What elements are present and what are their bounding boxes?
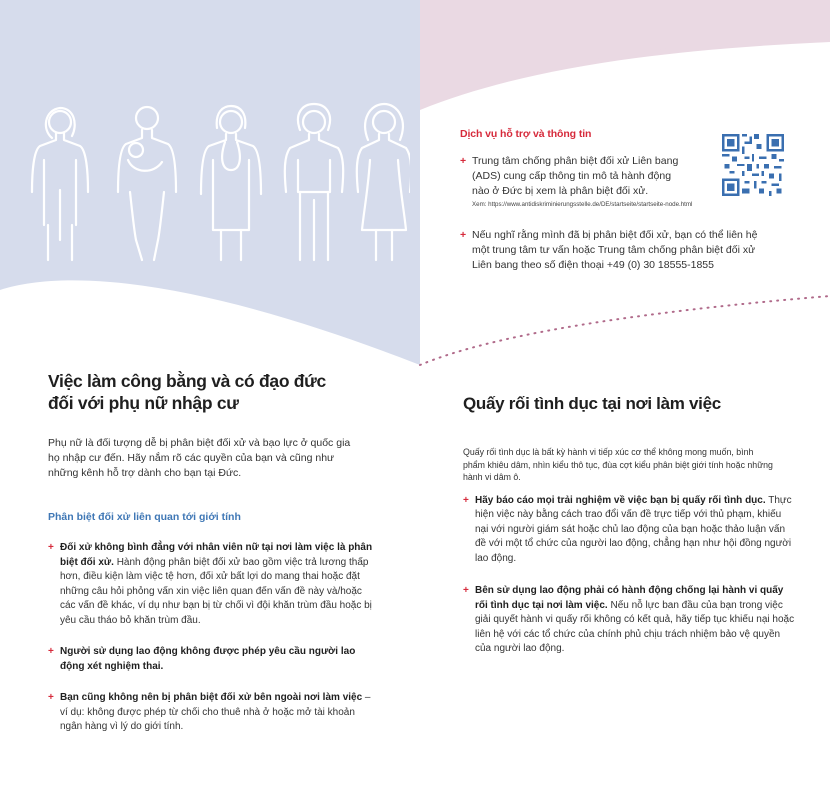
fair-work-intro: Phụ nữ là đối tượng dễ bị phân biệt đối xử và bạo lực ở quốc gia họ nhập cư đến. Hãy nắm rõ các quyền của bạn và cũng như những kênh hỗ trợ dành cho bạn tại Đức. (48, 437, 351, 479)
woman-figure-2 (118, 107, 176, 260)
bullet-outside-work-bold: Bạn cũng không nên bị phân biệt đối xử bên ngoài nơi làm việc (60, 692, 363, 703)
bullet-pregnancy-test-bold: Người sử dụng lao động không được phép yêu cầu người lao động xét nghiệm thai. (60, 646, 356, 672)
bullet-unequal-treatment (48, 541, 378, 628)
bullet-report-harassment-text: Thực hiện việc này bằng cách trao đổi vấn đề trực tiếp với thủ phạm, khiếu nại với người giám sát hoặc chủ lao động của bạn hoặc thảo luận vấn đề với một tổ chức của người lao động, chẳng hạn như hội đồng người lao động. (475, 494, 792, 564)
woman-figure-4 (285, 104, 343, 260)
harassment-intro: Quấy rối tình dục là bất kỳ hành vi tiếp xúc cơ thể không mong muốn, bình phẩm khiêu dâm, nhìn kiểu thô tục, đùa cợt kiểu phân biệt giới tính hoặc những hành vi dâm ô. (463, 447, 773, 482)
bullet-pregnancy-test (48, 645, 378, 674)
bullet-outside-work (48, 691, 378, 735)
women-illustration (30, 100, 410, 270)
fair-work-section (48, 370, 388, 752)
ads-source-link[interactable]: Xem: https://www.antidiskriminierungsstelle.de/DE/startseite/startseite-node.html (472, 201, 693, 208)
woman-figure-5 (357, 104, 410, 260)
plus-bullet-icon: + (460, 155, 467, 167)
plus-bullet-icon: + (463, 494, 469, 506)
bullet-employer-action-text: Nếu nỗ lực ban đầu của bạn trong việc giải quyết hành vi quấy rối không có kết quả, hãy tiếp tục khiếu nại hoặc liên hệ với các tổ chức của chính phủ chịu trách nhiệm bảo vệ quyền của người lao động. (475, 599, 795, 654)
bullet-unequal-treatment-text: Hành động phân biệt đối xử bao gồm việc trả lương thấp hơn, điều kiện làm việc tệ hơn, đối xử bất lợi do mang thai hoặc đặt những câu hỏi phỏng vấn xin việc liên quan đến vấn đề này và/hoặc các vấn đề khác, ví dụ như bạn bị từ chối vì đội khăn trùm đầu hoặc bị yêu cầu tháo bỏ khăn trùm đầu. (60, 556, 372, 626)
support-item-ads (460, 154, 687, 199)
plus-bullet-icon: + (460, 229, 467, 241)
bullet-employer-action (463, 584, 797, 657)
support-item-ads-text: Trung tâm chống phân biệt đối xử Liên bang (ADS) cung cấp thông tin mô tả hành động nào ở Đức bị xem là phân biệt đối xử. (472, 155, 679, 197)
plus-bullet-icon: + (48, 542, 54, 553)
support-services-panel (460, 128, 800, 273)
bullet-report-harassment-bold: Hãy báo cáo mọi trải nghiệm về việc bạn bị quấy rối tình dục. (475, 494, 766, 506)
bullet-unequal-treatment-bold: Đối xử không bình đẳng với nhân viên nữ tại nơi làm việc là phân biệt đối xử. (60, 542, 373, 568)
fair-work-title-line2: đối với phụ nữ nhập cư (48, 393, 239, 413)
support-item-hotline (460, 228, 772, 273)
woman-figure-1 (32, 108, 88, 260)
fair-work-title-line1: Việc làm công bằng và có đạo đức (48, 371, 326, 391)
support-item-hotline-text: Nếu nghĩ rằng mình đã bị phân biệt đối xử, bạn có thể liên hệ một trung tâm tư vấn hoặc Trung tâm chống phân biệt đối xử Liên bang theo số điện thoại +49 (0) 30 18555-1855 (472, 229, 758, 271)
bullet-outside-work-text: – ví dụ: không được phép từ chối cho thuê nhà ở hoặc mở tài khoản ngân hàng vì lý do giới tính. (60, 692, 371, 732)
gender-discrimination-subhead: Phân biệt đối xử liên quan tới giới tính (48, 511, 241, 523)
woman-figure-3 (201, 106, 261, 260)
bullet-employer-action-bold: Bên sử dụng lao động phải có hành động chống lại hành vi quấy rối tình dục tại nơi làm việc. (475, 585, 784, 611)
bullet-report-harassment (463, 494, 797, 567)
support-services-title: Dịch vụ hỗ trợ và thông tin (460, 128, 592, 140)
fair-work-title (48, 370, 388, 414)
plus-bullet-icon: + (48, 646, 54, 657)
plus-bullet-icon: + (48, 692, 54, 703)
harassment-section (463, 394, 798, 657)
plus-bullet-icon: + (463, 585, 469, 596)
harassment-title: Quấy rối tình dục tại nơi làm việc (463, 394, 721, 413)
